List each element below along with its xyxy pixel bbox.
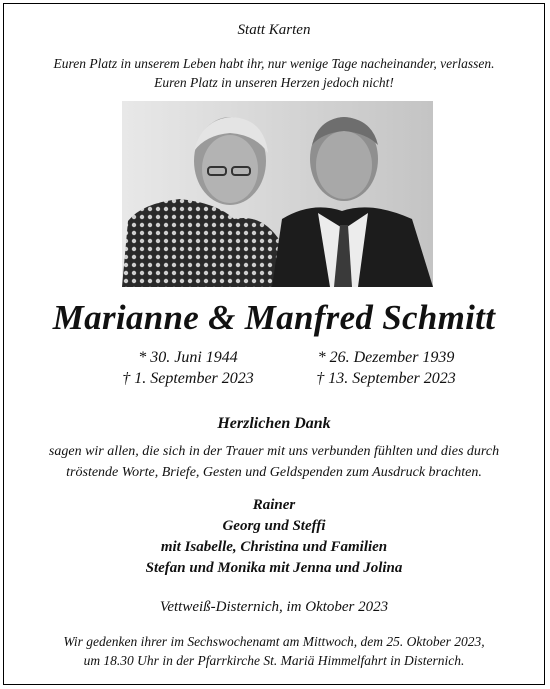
marianne-birth: * 30. Juni 1944 <box>138 349 238 366</box>
statt-karten-label: Statt Karten <box>237 22 311 38</box>
manfred-death: † 13. September 2023 <box>316 370 456 387</box>
thanks-text <box>4 441 544 483</box>
family-line: Georg und Steffi <box>222 518 326 534</box>
couple-photo <box>122 101 433 287</box>
quote <box>4 54 544 92</box>
notice-line-2: um 18.30 Uhr in der Pfarrkirche St. Mariä Himmelfahrt in Disternich. <box>83 653 465 668</box>
family-line: mit Isabelle, Christina und Familien <box>160 539 388 555</box>
notice-line-1: Wir gedenken ihrer im Sechswochenamt am Mittwoch, dem 25. Oktober 2023, <box>63 634 485 649</box>
thanks-line-2: tröstende Worte, Briefe, Gesten und Geldspenden zum Ausdruck brachten. <box>66 465 482 480</box>
family-line: Rainer <box>252 497 296 513</box>
memorial-notice <box>4 632 544 670</box>
marianne-death: † 1. September 2023 <box>122 370 254 387</box>
thanks-title: Herzlichen Dank <box>217 415 331 432</box>
life-dates <box>4 347 544 391</box>
thanks-line-1: sagen wir allen, die sich in der Trauer mit uns verbunden fühlten und dies durch <box>48 444 500 459</box>
obituary-card <box>3 3 545 685</box>
place-date: Vettweiß-Disternich, im Oktober 2023 <box>159 599 389 615</box>
family-signatures <box>4 495 544 579</box>
manfred-birth: * 26. Dezember 1939 <box>317 349 455 366</box>
manfred-dates <box>286 347 486 389</box>
marianne-dates <box>88 347 288 389</box>
family-line: Stefan und Monika mit Jenna und Jolina <box>145 560 403 576</box>
quote-line-1: Euren Platz in unserem Leben habt ihr, nur wenige Tage nacheinander, verlassen. <box>53 56 495 71</box>
deceased-names: Marianne & Manfred Schmitt <box>52 298 496 337</box>
quote-line-2: Euren Platz in unseren Herzen jedoch nicht! <box>154 75 394 90</box>
